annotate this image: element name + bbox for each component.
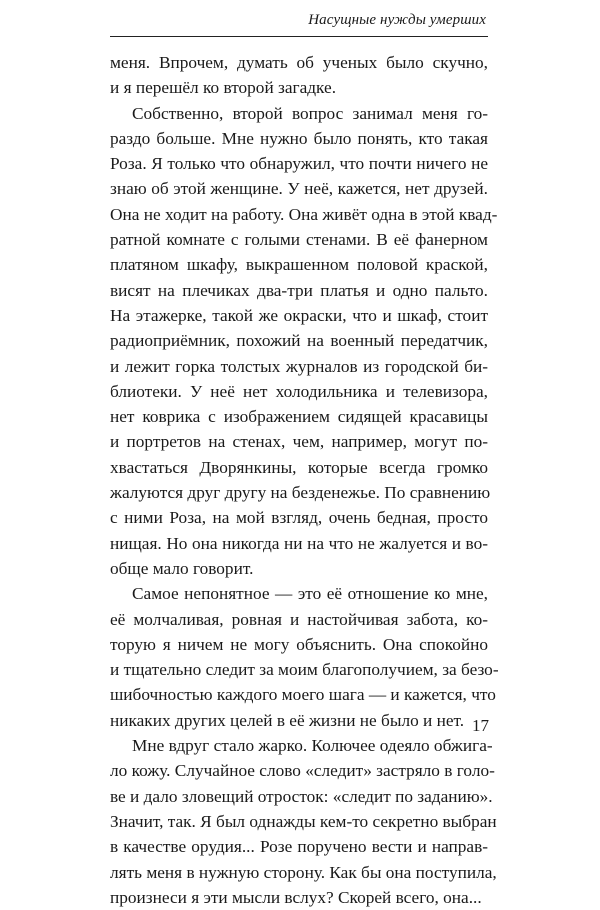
text-line: раздо больше. Мне нужно было понять, кто такая — [110, 128, 488, 148]
text-line: Самое непонятное — это её отношение ко мне, — [132, 584, 488, 604]
text-line: ратной комнате с голыми стенами. В её фанерном — [110, 230, 488, 250]
paragraph — [110, 101, 498, 582]
text-line: и тщательно следит за моим благополучием, за безо- — [110, 660, 499, 680]
body-text — [110, 50, 499, 910]
text-line: Значит, так. Я был однажды кем-то секретно выбран — [110, 811, 497, 831]
text-line: Мне вдруг стало жарко. Колючее одеяло обжига- — [132, 736, 493, 756]
text-line: нет коврика с изображением сидящей красавицы — [110, 407, 488, 427]
text-line: ве и дало зловещий отросток: «следит по заданию». — [110, 786, 493, 806]
text-line: её молчаливая, ровная и настойчивая забота, ко- — [110, 609, 488, 629]
text-line: хвастаться Дворянкины, которые всегда громко — [110, 457, 488, 477]
text-line: лять меня в нужную сторону. Как бы она поступила, — [110, 862, 497, 882]
page-number: 17 — [472, 716, 489, 735]
text-line: и портретов на стенах, чем, например, могут по- — [110, 432, 488, 452]
text-line: радиоприёмник, похожий на военный передатчик, — [110, 331, 488, 351]
text-line: Собственно, второй вопрос занимал меня го- — [132, 103, 488, 123]
text-line: обще мало говорит. — [110, 558, 254, 578]
text-line: висят на плечиках два-три платья и одно пальто. — [110, 280, 488, 300]
text-line: произнеси я эти мысли вслух? Скорей всего, она... — [110, 887, 482, 907]
paragraph — [110, 733, 497, 910]
running-head: Насущные нужды умерших — [308, 12, 486, 28]
text-line: торую я ничем не могу объяснить. Она спокойно — [110, 634, 488, 654]
text-line: нищая. Но она никогда ни на что не жалуется и во- — [110, 533, 488, 553]
text-line: блиотеки. У неё нет холодильника и телевизора, — [110, 381, 488, 401]
text-line: знаю об этой женщине. У неё, кажется, нет друзей. — [110, 179, 488, 199]
text-line: платяном шкафу, выкрашенном половой краской, — [110, 255, 488, 275]
paragraph — [110, 50, 488, 101]
text-line: в качестве орудия... Розе поручено вести и направ- — [110, 837, 488, 857]
text-line: Роза. Я только что обнаружил, что почти ничего не — [110, 154, 488, 174]
text-line: никаких других целей в её жизни не было и нет. — [110, 710, 465, 730]
text-line: жалуются друг другу на безденежье. По сравнению — [110, 483, 491, 503]
text-line: На этажерке, такой же окраски, что и шкаф, стоит — [110, 305, 488, 325]
text-line: шибочностью каждого моего шага — и кажется, что — [110, 685, 496, 705]
header-rule — [110, 36, 488, 37]
text-line: с ними Роза, на мой взгляд, очень бедная, просто — [110, 508, 488, 528]
text-line: и лежит горка толстых журналов из городской би- — [110, 356, 488, 376]
text-line: меня. Впрочем, думать об ученых было скучно, — [110, 53, 488, 72]
text-line: ло кожу. Случайное слово «следит» застряло в голо- — [110, 761, 495, 781]
text-line: и я перешёл ко второй загадке. — [110, 78, 337, 98]
text-line: Она не ходит на работу. Она живёт одна в этой квад- — [110, 204, 498, 224]
paragraph — [110, 581, 499, 733]
